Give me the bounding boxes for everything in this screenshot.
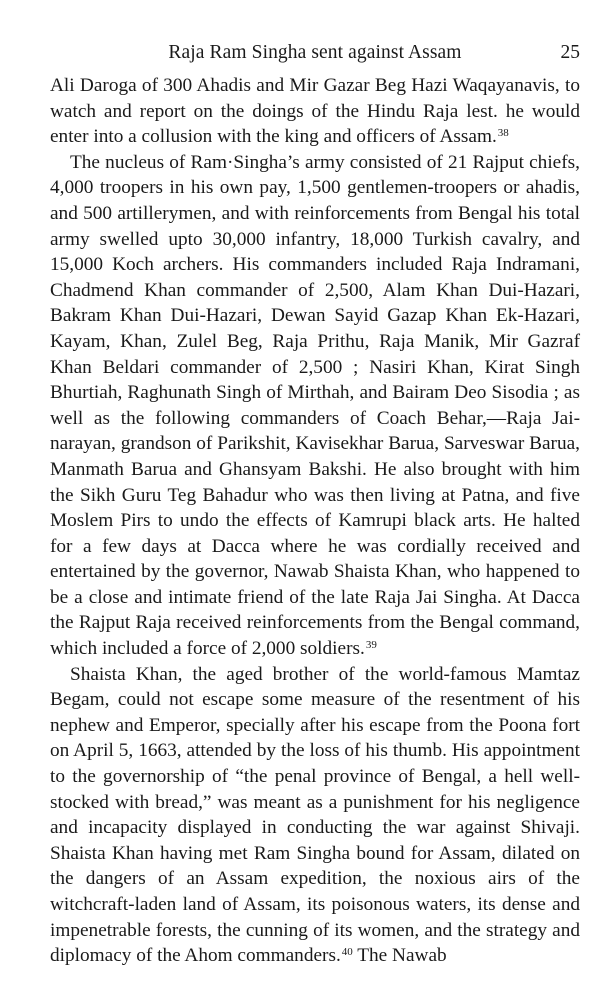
footnote-marker[interactable]: 40 xyxy=(341,946,353,959)
footnote-marker[interactable]: 38 xyxy=(497,127,509,140)
paragraph-continued xyxy=(50,73,580,150)
running-head xyxy=(50,40,580,66)
page-number: 25 xyxy=(560,42,580,63)
book-page xyxy=(50,0,580,983)
running-title: Raja Ram Singha sent against Assam xyxy=(168,42,462,63)
paragraph-text: The nucleus of Ram·Singha’s army consisted of 21 Rajput chiefs, 4,000 troopers in his own pay, 1,500 gentlemen-troopers or ahadis, and 500 artillerymen, and with reinforcements from Bengal his total army swelled upto 30,000 infantry, 18,000 Turkish cavalry, and 15,000 Koch archers. His commanders included Raja Indramani, Chadmend Khan commander of 2,500, Alam Khan Dui-Hazari, Bakram Khan Dui-Hazari, Dewan Sayid Gazap Khan Ek-Hazari, Kayam, Khan, Zulel Beg, Raja Prithu, Raja Manik, Mir Gazraf Khan Beldari commander of 2,500 ; Nasiri Khan, Kirat Singh Bhurtiah, Raghunath Singh of Mirthah, and Bairam Deo Sisodia ; as well as the following commanders of Coach Behar,—Raja Jai-narayan, grandson of Parikshit, Kavisekhar Barua, Sarveswar Barua, Manmath Barua and Ghansyam Bakshi. He also brought with him the Sikh Guru Teg Bahadur who was then living at Patna, and five Moslem Pirs to undo the effects of Kamrupi black arts. He halted for a few days at Dacca where he was cordially received and entertained by the governor, Nawab Shaista Khan, who happened to be a close and intimate friend of the late Raja Jai Singha. At Dacca the Rajput Raja received reinforcements from the Bengal command, which included a force of 2,000 soldiers. xyxy=(50,151,580,660)
footnote-marker[interactable]: 39 xyxy=(365,639,377,652)
paragraph-text: Shaista Khan, the aged brother of the world-famous Mamtaz Begam, could not escape some measure of the resentment of his nephew and Emperor, specially after his escape from the Poona fort on April 5, 1663, attended by the loss of his thumb. His appointment to the governorship of “the penal province of Bengal, a hell well-stocked with bread,” was meant as a punishment for his negligence and incapacity displayed in conducting the war against Shivaji. Shaista Khan having met Ram Singha bound for Assam, dilated on the dangers of an Assam expedition, the noxious airs of the witchcraft-laden land of Assam, its poisonous waters, its dense and impenetrable forests, the cunning of its women, and the strategy and diplomacy of the Ahom commanders. xyxy=(50,663,580,967)
paragraph-text: Ali Daroga of 300 Ahadis and Mir Gazar Beg Hazi Waqayanavis, to watch and report on the doings of the Hindu Raja lest. he would enter into a collusion with the king and officers of Assam. xyxy=(50,75,580,148)
paragraph-tail: The Nawab xyxy=(352,945,447,967)
paragraph-army xyxy=(50,150,580,662)
body-text xyxy=(50,73,580,969)
paragraph-shaista-khan xyxy=(50,662,580,969)
